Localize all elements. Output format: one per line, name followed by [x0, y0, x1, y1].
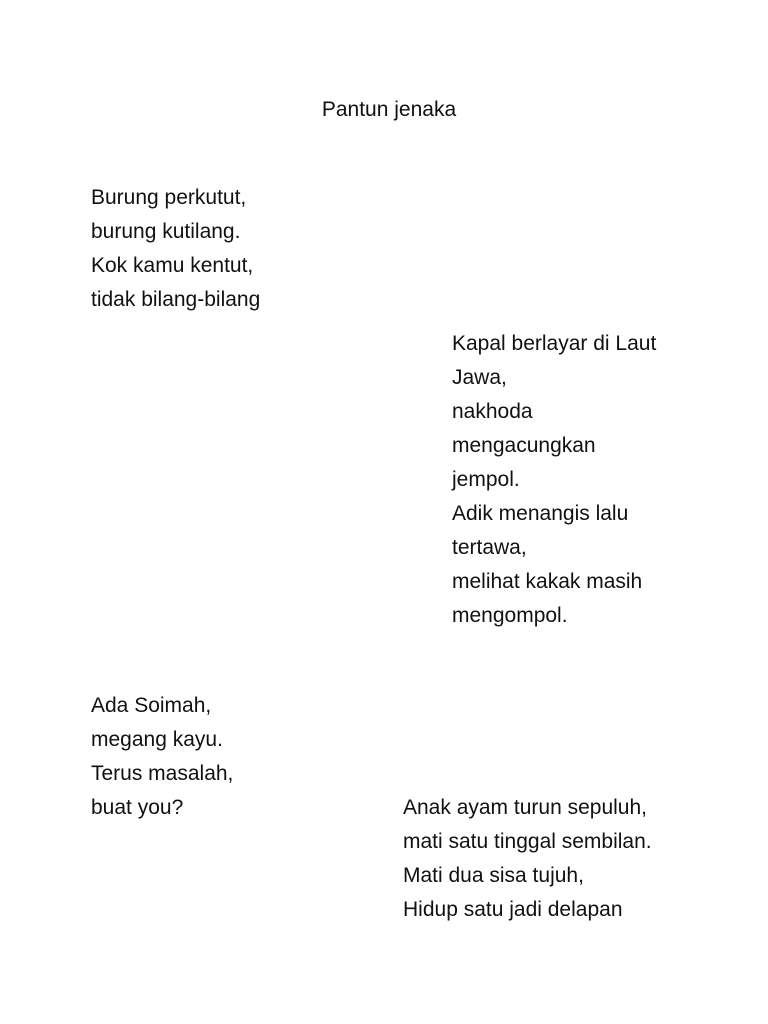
stanza-line: mengompol. — [452, 604, 568, 627]
stanza-line: Jawa, — [452, 366, 507, 389]
stanza-line: Mati dua sisa tujuh, — [403, 864, 584, 887]
stanza-line: jempol. — [452, 468, 520, 491]
stanza-line: Adik menangis lalu — [452, 502, 629, 525]
stanza-line: mati satu tinggal sembilan. — [403, 830, 652, 853]
stanza-line: Hidup satu jadi delapan — [403, 898, 623, 921]
stanza-line: Burung perkutut, — [91, 186, 247, 209]
stanza-line: Anak ayam turun sepuluh, — [403, 796, 647, 819]
stanza-line: mengacungkan — [452, 434, 596, 457]
stanza-line: megang kayu. — [91, 728, 223, 751]
stanza-line: Kapal berlayar di Laut — [452, 332, 657, 355]
stanza-line: melihat kakak masih — [452, 570, 643, 593]
stanza-line: Terus masalah, — [91, 762, 234, 785]
stanza-line: burung kutilang. — [91, 220, 241, 243]
pantun-stanza-1 — [91, 181, 260, 317]
stanza-line: tidak bilang-bilang — [91, 288, 261, 311]
pantun-stanza-4 — [403, 791, 652, 927]
stanza-line: buat you? — [91, 796, 184, 819]
stanza-line: tertawa, — [452, 536, 527, 559]
stanza-line: Ada Soimah, — [91, 694, 212, 717]
stanza-line: Kok kamu kentut, — [91, 254, 254, 277]
pantun-stanza-3 — [91, 689, 233, 825]
pantun-stanza-2 — [452, 327, 656, 633]
stanza-line: nakhoda — [452, 400, 533, 423]
page-title: Pantun jenaka — [321, 98, 457, 121]
